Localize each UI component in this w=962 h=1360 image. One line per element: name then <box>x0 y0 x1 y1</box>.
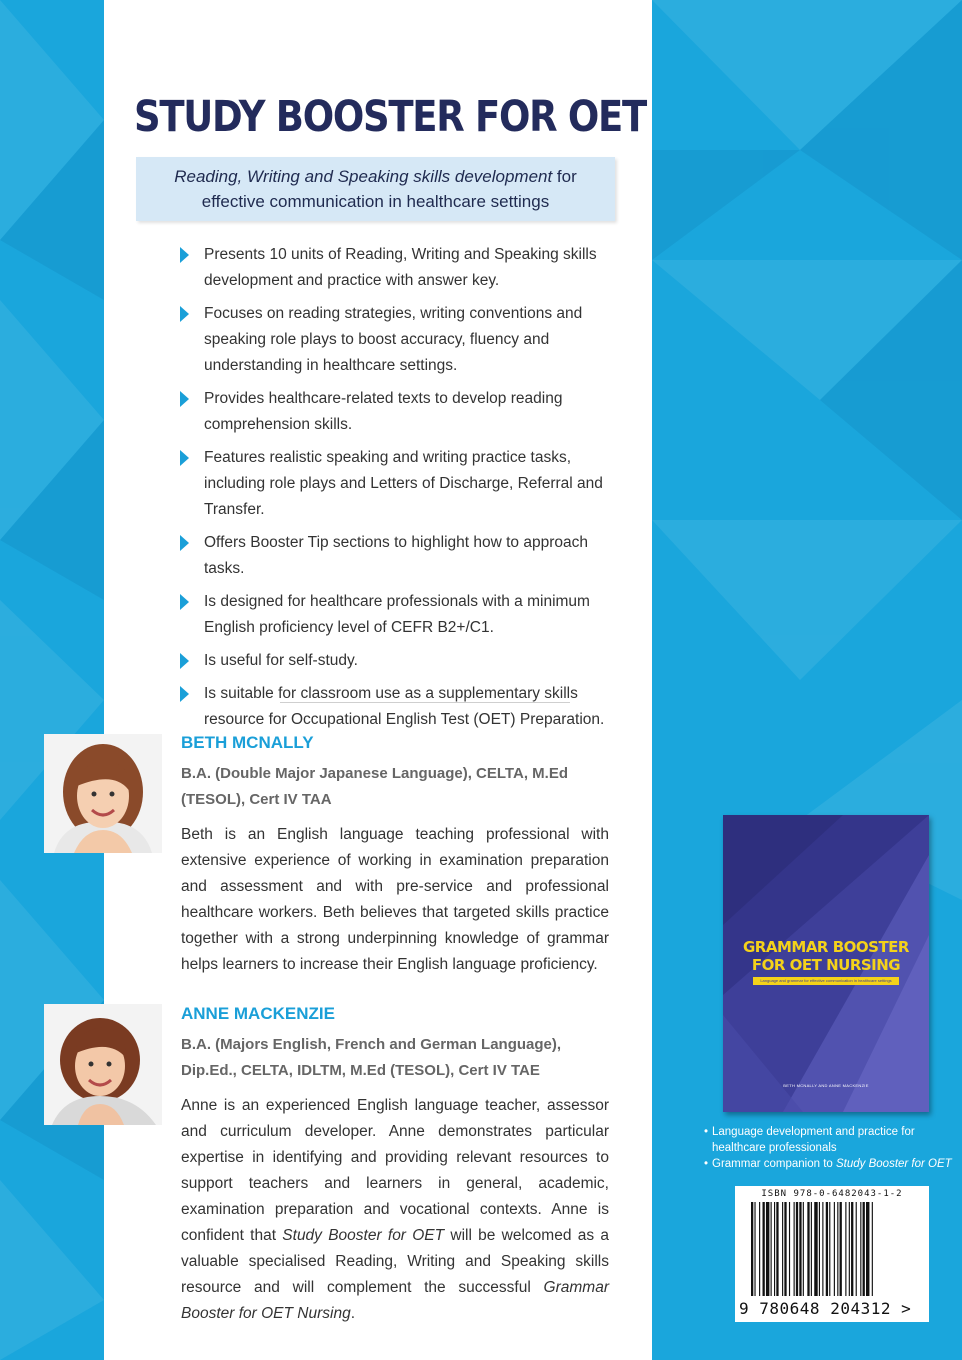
note-item: • Language development and practice for healthcare professionals <box>704 1124 954 1156</box>
author-name-beth: BETH MCNALLY <box>181 733 314 752</box>
barcode-bar <box>811 1202 812 1296</box>
book-authors: BETH MCNALLY AND ANNE MACKENZIE <box>783 1083 869 1088</box>
barcode-bar <box>766 1202 769 1296</box>
subtitle-italic: Reading, Writing and Speaking skills development <box>174 167 553 186</box>
author-photo-beth <box>44 734 162 853</box>
section-divider <box>280 702 570 703</box>
barcode-bar <box>794 1202 795 1296</box>
barcode-bar <box>771 1202 772 1296</box>
barcode-bar <box>782 1202 783 1296</box>
barcode-bar <box>851 1202 853 1296</box>
companion-book-cover <box>723 815 929 1112</box>
barcode-bar <box>872 1202 873 1296</box>
barcode-bar <box>751 1202 753 1296</box>
barcode-bar <box>863 1202 865 1296</box>
feature-item: Offers Booster Tip sections to highlight how to approach tasks. <box>178 530 618 582</box>
book-notes <box>704 1124 954 1172</box>
barcode-bar <box>826 1202 828 1296</box>
barcode-bar <box>796 1202 798 1296</box>
barcode-bar <box>774 1202 775 1296</box>
barcode-bar <box>759 1202 760 1296</box>
barcode-bar <box>819 1202 820 1296</box>
author-bio-beth: Beth is an English language teaching professional with extensive experience of working in examination preparation and assessment and with pre-service and professional healthcare workers. Beth believes that targeted skills practice together with a strong underpinning knowledge of grammar helps learners to increase their English language proficiency. <box>181 826 609 973</box>
feature-item: Focuses on reading strategies, writing conventions and speaking role plays to boost accuracy, fluency and understanding in healthcare settings. <box>178 301 618 379</box>
barcode-bar <box>856 1202 857 1296</box>
barcode-bar <box>866 1202 869 1296</box>
barcode-bar <box>807 1202 809 1296</box>
barcode-bar <box>776 1202 778 1296</box>
author-photo-anne <box>44 1004 162 1125</box>
book-title: GRAMMAR BOOSTER FOR OET NURSING <box>743 938 909 974</box>
barcode-bar <box>845 1202 846 1296</box>
barcode-bar <box>763 1202 765 1296</box>
barcode-bar <box>784 1202 786 1296</box>
barcode-bar <box>822 1202 823 1296</box>
triangle-bullet-icon <box>180 653 189 669</box>
triangle-bullet-icon <box>180 306 189 322</box>
subtitle-banner <box>136 157 615 221</box>
barcode-bar <box>814 1202 817 1296</box>
barcode-bar <box>799 1202 801 1296</box>
triangle-bullet-icon <box>180 391 189 407</box>
barcode-number: 9 780648 204312 > <box>739 1299 912 1318</box>
book-subtitle: Language and grammar for effective communication in healthcare settings <box>753 977 899 985</box>
note-item: • Grammar companion to Study Booster for OET <box>704 1156 954 1172</box>
barcode-bar <box>754 1202 755 1296</box>
isbn-text: ISBN 978-0-6482043-1-2 <box>761 1189 903 1199</box>
feature-item: Is suitable for classroom use as a supplementary skills resource for Occupational English Test (OET) Preparation. <box>178 681 618 733</box>
barcode-bar <box>840 1202 842 1296</box>
author-bio-anne: Anne is an experienced English language teacher, assessor and curriculum developer. Anne demonstrates particular expertise in identifying and providing relevant resources to support teachers and learners in general, academic, examination preparation and vocational contexts. Anne is confident that Study Booster for OET will be welcomed as a valuable specialised Reading, Writing and Speaking skills resource and will complement the successful Grammar Booster for OET Nursing. <box>181 1097 609 1322</box>
barcode-bar <box>834 1202 835 1296</box>
barcode-bar <box>849 1202 850 1296</box>
author-credentials-beth: B.A. (Double Major Japanese Language), CELTA, M.Ed (TESOL), Cert IV TAA <box>181 765 568 808</box>
feature-item: Presents 10 units of Reading, Writing and Speaking skills development and practice with answer key. <box>178 242 618 294</box>
barcode-bar <box>789 1202 790 1296</box>
page-title: STUDY BOOSTER FOR OET <box>134 92 646 142</box>
barcode-bar <box>837 1202 838 1296</box>
subtitle-line1-rest: for <box>552 167 577 186</box>
feature-item: Provides healthcare-related texts to develop reading comprehension skills. <box>178 386 618 438</box>
subtitle-line2: effective communication in healthcare settings <box>201 192 550 211</box>
feature-list <box>178 242 618 740</box>
barcode-bar <box>803 1202 804 1296</box>
author-credentials-anne: B.A. (Majors English, French and German Language), Dip.Ed., CELTA, IDLTM, M.Ed (TESOL), Cert IV TAE <box>181 1036 562 1079</box>
author-name-anne: ANNE MACKENZIE <box>181 1004 335 1023</box>
triangle-bullet-icon <box>180 247 189 263</box>
feature-item: Is designed for healthcare professionals with a minimum English proficiency level of CEFR B2+/C1. <box>178 589 618 641</box>
triangle-bullet-icon <box>180 535 189 551</box>
feature-item: Features realistic speaking and writing practice tasks, including role plays and Letters of Discharge, Referral and Transfer. <box>178 445 618 523</box>
triangle-bullet-icon <box>180 686 189 702</box>
barcode-bar <box>860 1202 861 1296</box>
isbn-barcode <box>735 1186 929 1322</box>
feature-item: Is useful for self-study. <box>178 648 618 674</box>
triangle-bullet-icon <box>180 594 189 610</box>
barcode-bar <box>829 1202 830 1296</box>
triangle-bullet-icon <box>180 450 189 466</box>
